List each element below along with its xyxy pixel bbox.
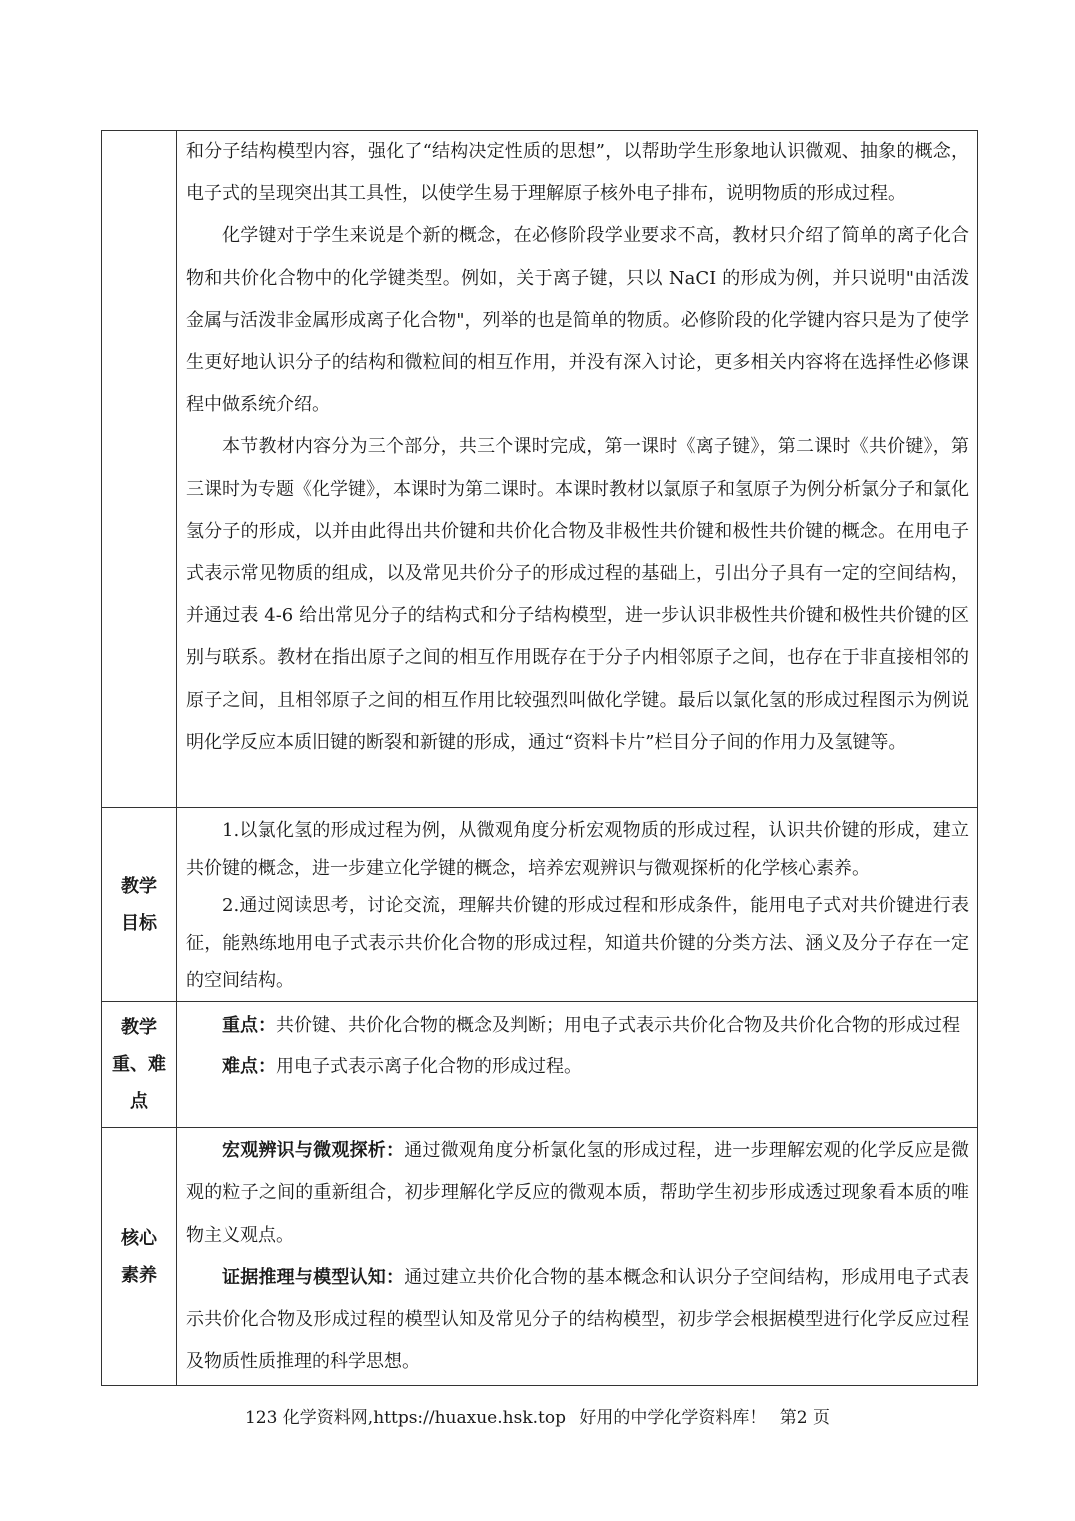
difficult-point-text: 用电子式表示离子化合物的形成过程。 [276, 1056, 582, 1077]
difficult-point-lead: 难点： [222, 1056, 276, 1077]
footer-page-number: 第2 页 [779, 1408, 831, 1428]
row-label-teaching-goals [102, 808, 177, 1002]
paragraph-structure-model: 和分子结构模型内容，强化了“结构决定性质的思想”，以帮助学生形象地认识微观、抽象的概念，电子式的呈现突出其工具性，以使学生易于理解原子核外电子排布，说明物质的形成过程。 [186, 141, 969, 205]
key-point [186, 1005, 969, 1046]
label-line: 点 [130, 1091, 148, 1112]
table-row-teaching-goals [102, 808, 978, 1002]
row-label-key-difficult-points [102, 1002, 177, 1128]
page-footer [0, 1405, 1075, 1431]
label-line: 重、难 [112, 1054, 166, 1075]
label-line: 素养 [121, 1264, 157, 1286]
table-row-textbook-analysis [102, 131, 978, 808]
row-label-core-literacy [102, 1128, 177, 1386]
label-line: 教学 [121, 875, 157, 897]
label-line: 教学 [121, 1017, 157, 1038]
key-point-lead: 重点： [222, 1015, 276, 1036]
lesson-plan-table [101, 130, 978, 1386]
label-line: 目标 [121, 912, 157, 934]
goal-item-2: 2.通过阅读思考，讨论交流，理解共价键的形成过程和形成条件，能用电子式对共价键进行表征，能熟练地用电子式表示共价化合物的形成过程，知道共价键的分类方法、涵义及分子存在一定的空间结构。 [186, 895, 969, 991]
table-row-core-literacy [102, 1128, 978, 1386]
literacy-text-macro-micro: 通过微观角度分析氯化氢的形成过程，进一步理解宏观的化学反应是微观的粒子之间的重新组合，初步理解化学反应的微观本质，帮助学生初步形成透过现象看本质的唯物主义观点。 [186, 1140, 969, 1246]
literacy-item-evidence-model [186, 1257, 969, 1384]
teaching-goals-content [177, 808, 978, 1002]
key-point-text: 共价键、共价化合物的概念及判断；用电子式表示共价化合物及共价化合物的形成过程 [276, 1015, 960, 1036]
paragraph-lesson-arrangement: 本节教材内容分为三个部分，共三个课时完成，第一课时《离子键》，第二课时《共价键》，第三课时为专题《化学键》，本课时为第二课时。本课时教材以氯原子和氢原子为例分析氯分子和氯化氢分子的形成，以并由此得出共价键和共价化合物及非极性共价键和极性共价键的概念。在用电子式表示常见物质的组成，以及常见共价分子的形成过程的基础上，引出分子具有一定的空间结构，并通过表 4-6 给出常见分子的结构式和分子结构模型，进一步认识非极性共价键和极性共价键的区别与联系。教材在指出原子之间的相互作用既存在于分子内相邻原子之间，也存在于非直接相邻的原子之间，且相邻原子之间的相互作用比较强烈叫做化学键。最后以氯化氢的形成过程图示为例说明化学反应本质旧键的断裂和新键的形成，通过“资料卡片”栏目分子间的作用力及氢键等。 [186, 436, 969, 753]
row-label-empty [102, 131, 177, 808]
textbook-analysis-content [177, 131, 978, 808]
literacy-item-macro-micro [186, 1130, 969, 1257]
difficult-point [186, 1046, 969, 1087]
goal-item-1: 1.以氯化氢的形成过程为例，从微观角度分析宏观物质的形成过程，认识共价键的形成，建立共价键的概念，进一步建立化学键的概念，培养宏观辨识与微观探析的化学核心素养。 [186, 820, 969, 879]
literacy-lead-macro-micro: 宏观辨识与微观探析： [222, 1140, 405, 1161]
footer-slogan: 好用的中学化学资料库！ [579, 1408, 767, 1428]
key-difficult-points-content [177, 1002, 978, 1128]
core-literacy-content [177, 1128, 978, 1386]
paragraph-chemical-bond-concept: 化学键对于学生来说是个新的概念，在必修阶段学业要求不高，教材只介绍了简单的离子化合物和共价化合物中的化学键类型。例如，关于离子键，只以 NaCI 的形成为例，并只说明"由活泼金属与活泼非金属形成离子化合物"，列举的也是简单的物质。必修阶段的化学键内容只是为了使学生更好地认识分子的结构和微粒间的相互作用，并没有深入讨论，更多相关内容将在选择性必修课程中做系统介绍。 [186, 225, 969, 416]
literacy-lead-evidence-model: 证据推理与模型认知： [222, 1266, 405, 1288]
footer-site: 123 化学资料网,https://huaxue.hsk.top [244, 1408, 566, 1428]
table-row-key-difficult-points [102, 1002, 978, 1128]
literacy-text-evidence-model: 通过建立共价化合物的基本概念和认识分子空间结构，形成用电子式表示共价化合物及形成过程的模型认知及常见分子的结构模型，初步学会根据模型进行化学反应过程及物质性质推理的科学思想。 [186, 1266, 969, 1373]
label-line: 核心 [121, 1227, 157, 1249]
